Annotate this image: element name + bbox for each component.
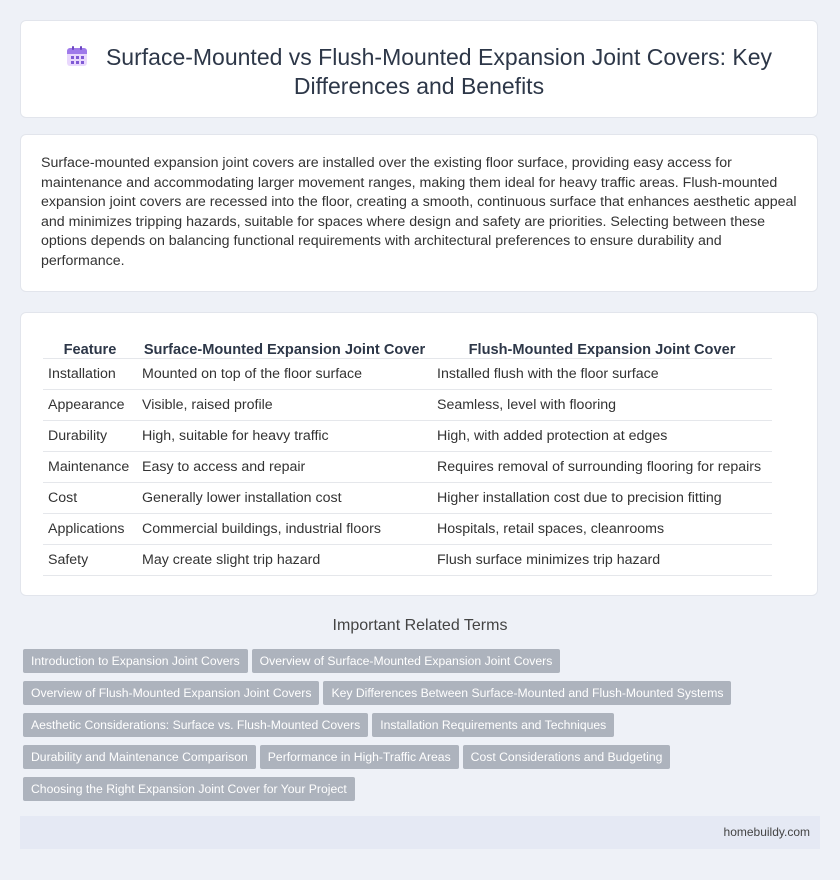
surface-cell: May create slight trip hazard: [137, 545, 432, 576]
feature-cell: Safety: [43, 545, 137, 576]
flush-cell: Flush surface minimizes trip hazard: [432, 545, 772, 576]
related-term-tag[interactable]: Key Differences Between Surface-Mounted and Flush-Mounted Systems: [323, 681, 731, 705]
related-term-tag[interactable]: Choosing the Right Expansion Joint Cover for Your Project: [23, 777, 355, 801]
surface-cell: Easy to access and repair: [137, 452, 432, 483]
flush-cell: Requires removal of surrounding flooring for repairs: [432, 452, 772, 483]
table-row: [43, 545, 772, 576]
surface-cell: High, suitable for heavy traffic: [137, 421, 432, 452]
intro-paragraph: Surface-mounted expansion joint covers are installed over the existing floor surface, providing easy access for maintenance and accommodating larger movement ranges, making them ideal for heavy traffic areas. Flush-mounted expansion joint covers are recessed into the floor, creating a smooth, continuous surface that enhances aesthetic appeal and minimizes tripping hazards, suitable for spaces where design and safety are priorities. Selecting between these options depends on balancing functional requirements with architectural preferences to ensure durability and performance.: [41, 155, 797, 269]
table-row: [43, 452, 772, 483]
flush-cell: Installed flush with the floor surface: [432, 359, 772, 390]
footer: [20, 816, 820, 849]
table-row: [43, 514, 772, 545]
feature-cell: Cost: [43, 483, 137, 514]
header-card: [20, 20, 818, 118]
table-row: [43, 359, 772, 390]
header-flush-mounted: Flush-Mounted Expansion Joint Cover: [432, 335, 772, 359]
header-feature: Feature: [43, 335, 137, 359]
footer-site-link[interactable]: homebuildy.com: [723, 825, 810, 839]
table-row: [43, 390, 772, 421]
title-text: Surface-Mounted vs Flush-Mounted Expansion Joint Covers: Key Differences and Benefits: [105, 44, 773, 99]
flush-cell: Hospitals, retail spaces, cleanrooms: [432, 514, 772, 545]
feature-cell: Durability: [43, 421, 137, 452]
related-terms-heading: Important Related Terms: [332, 617, 508, 634]
table-header-row: [43, 335, 772, 359]
feature-cell: Applications: [43, 514, 137, 545]
surface-cell: Visible, raised profile: [137, 390, 432, 421]
related-term-tag[interactable]: Introduction to Expansion Joint Covers: [23, 649, 248, 673]
surface-cell: Mounted on top of the floor surface: [137, 359, 432, 390]
comparison-table: [43, 335, 772, 576]
feature-cell: Appearance: [43, 390, 137, 421]
comparison-card: [20, 312, 818, 596]
surface-cell: Commercial buildings, industrial floors: [137, 514, 432, 545]
related-term-tag[interactable]: Installation Requirements and Techniques: [372, 713, 614, 737]
header-surface-mounted: Surface-Mounted Expansion Joint Cover: [137, 335, 432, 359]
feature-cell: Installation: [43, 359, 137, 390]
related-term-tag[interactable]: Cost Considerations and Budgeting: [463, 745, 671, 769]
table-row: [43, 483, 772, 514]
flush-cell: Seamless, level with flooring: [432, 390, 772, 421]
flush-cell: Higher installation cost due to precision fitting: [432, 483, 772, 514]
feature-cell: Maintenance: [43, 452, 137, 483]
related-term-tag[interactable]: Durability and Maintenance Comparison: [23, 745, 256, 769]
calendar-icon: [66, 45, 88, 67]
related-term-tag[interactable]: Overview of Flush-Mounted Expansion Joint Covers: [23, 681, 319, 705]
surface-cell: Generally lower installation cost: [137, 483, 432, 514]
flush-cell: High, with added protection at edges: [432, 421, 772, 452]
related-term-tag[interactable]: Performance in High-Traffic Areas: [260, 745, 459, 769]
related-term-tag[interactable]: Overview of Surface-Mounted Expansion Joint Covers: [252, 649, 561, 673]
intro-card: [20, 134, 818, 292]
page-title: [61, 43, 777, 101]
table-row: [43, 421, 772, 452]
related-term-tag[interactable]: Aesthetic Considerations: Surface vs. Flush-Mounted Covers: [23, 713, 368, 737]
related-terms-list: [23, 649, 803, 809]
